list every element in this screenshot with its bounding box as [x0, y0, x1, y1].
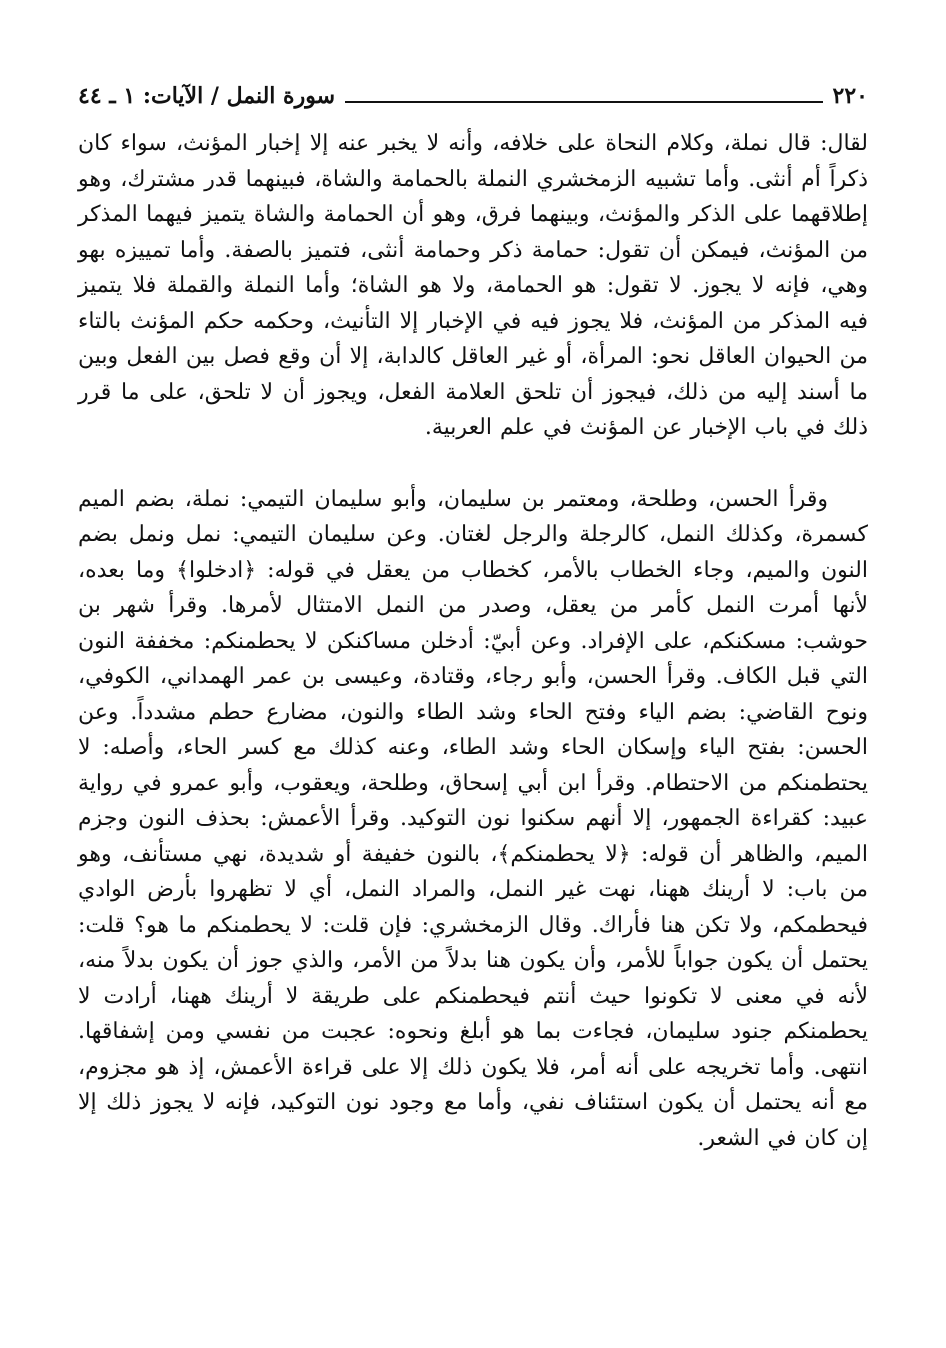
header-rule — [345, 101, 823, 103]
book-page — [78, 80, 868, 1156]
running-title: سورة النمل / الآيات: ١ ـ ٤٤ — [78, 83, 336, 109]
paragraph-1: لقال: قال نملة، وكلام النحاة على خلافه، وأنه لا يخبر عنه إلا إخبار المؤنث، سواء كان ذكراً أم أنثى. وأما تشبيه الزمخشري النملة بالحمامة والشاة، فبينهما قدر مشترك، وهو إطلاقهما على الذكر والمؤنث، وبينهما فرق، وهو أن الحمامة والشاة يتميز فيهما المذكر من المؤنث، فيمكن أن تقول: حمامة ذكر وحمامة أنثى، فتميز بالصفة. وأما تمييزه بهو وهي، فإنه لا يجوز. لا تقول: هو الحمامة، ولا هو الشاة؛ وأما النملة والقملة فلا يتميز فيه المذكر من المؤنث، فلا يجوز فيه في الإخبار إلا التأنيث، وحكمه حكم المؤنث بالتاء من الحيوان العاقل نحو: المرأة، أو غير العاقل كالدابة، إلا أن وقع فصل بين الفعل وبين ما أسند إليه من ذلك، فيجوز أن تلحق العلامة الفعل، ويجوز أن لا تلحق، على ما قرر ذلك في باب الإخبار عن المؤنث في علم العربية. — [78, 131, 868, 440]
page-number: ٢٢٠ — [832, 83, 868, 109]
paragraph-2: وقرأ الحسن، وطلحة، ومعتمر بن سليمان، وأبو سليمان التيمي: نملة، بضم الميم كسمرة، وكذلك النمل، كالرجلة والرجل لغتان. وعن سليمان التيمي: نمل ونمل بضم النون والميم، وجاء الخطاب بالأمر، كخطاب من يعقل في قوله: ﴿ادخلوا﴾ وما بعده، لأنها أمرت النمل كأمر من يعقل، وصدر من النمل الامتثال لأمرها. وقرأ شهر بن حوشب: مسكنكم، على الإفراد. وعن أبيّ: أدخلن مساكنكن لا يحطمنكم: مخففة النون التي قبل الكاف. وقرأ الحسن، وأبو رجاء، وقتادة، وعيسى بن عمر الهمداني، الكوفي، ونوح القاضي: بضم الياء وفتح الحاء وشد الطاء والنون، مضارع حطم مشدداً. وعن الحسن: بفتح الياء وإسكان الحاء وشد الطاء، وعنه كذلك مع كسر الحاء، وأصله: لا يحتطمنكم من الاحتطام. وقرأ ابن أبي إسحاق، وطلحة، ويعقوب، وأبو عمرو في رواية عبيد: كقراءة الجمهور، إلا أنهم سكنوا نون التوكيد. وقرأ الأعمش: بحذف النون وجزم الميم، والظاهر أن قوله: ﴿لا يحطمنكم﴾، بالنون خفيفة أو شديدة، نهي مستأنف، وهو من باب: لا أرينك ههنا، نهت غير النمل، والمراد النمل، أي لا تظهروا بأرض الوادي فيحطمكم، ولا تكن هنا فأراك. وقال الزمخشري: فإن قلت: لا يحطمنكم ما هو؟ قلت: يحتمل أن يكون جواباً للأمر، وأن يكون هنا بدلاً من الأمر، والذي جوز أن يكون بدلاً منه، لأنه في معنى لا تكونوا حيث أنتم فيحطمنكم على طريقة لا أرينك ههنا، أرادت لا يحطمنكم جنود سليمان، فجاءت بما هو أبلغ ونحوه: عجبت من نفسي ومن إشفاقها. انتهى. وأما تخريجه على أنه أمر، فلا يكون ذلك إلا على قراءة الأعمش، إذ هو مجزوم، مع أنه يحتمل أن يكون استئناف نفي، وأما مع وجود نون التوكيد، فإنه لا يجوز ذلك إلا إن كان في الشعر. — [78, 486, 868, 1151]
page-header — [78, 80, 868, 112]
